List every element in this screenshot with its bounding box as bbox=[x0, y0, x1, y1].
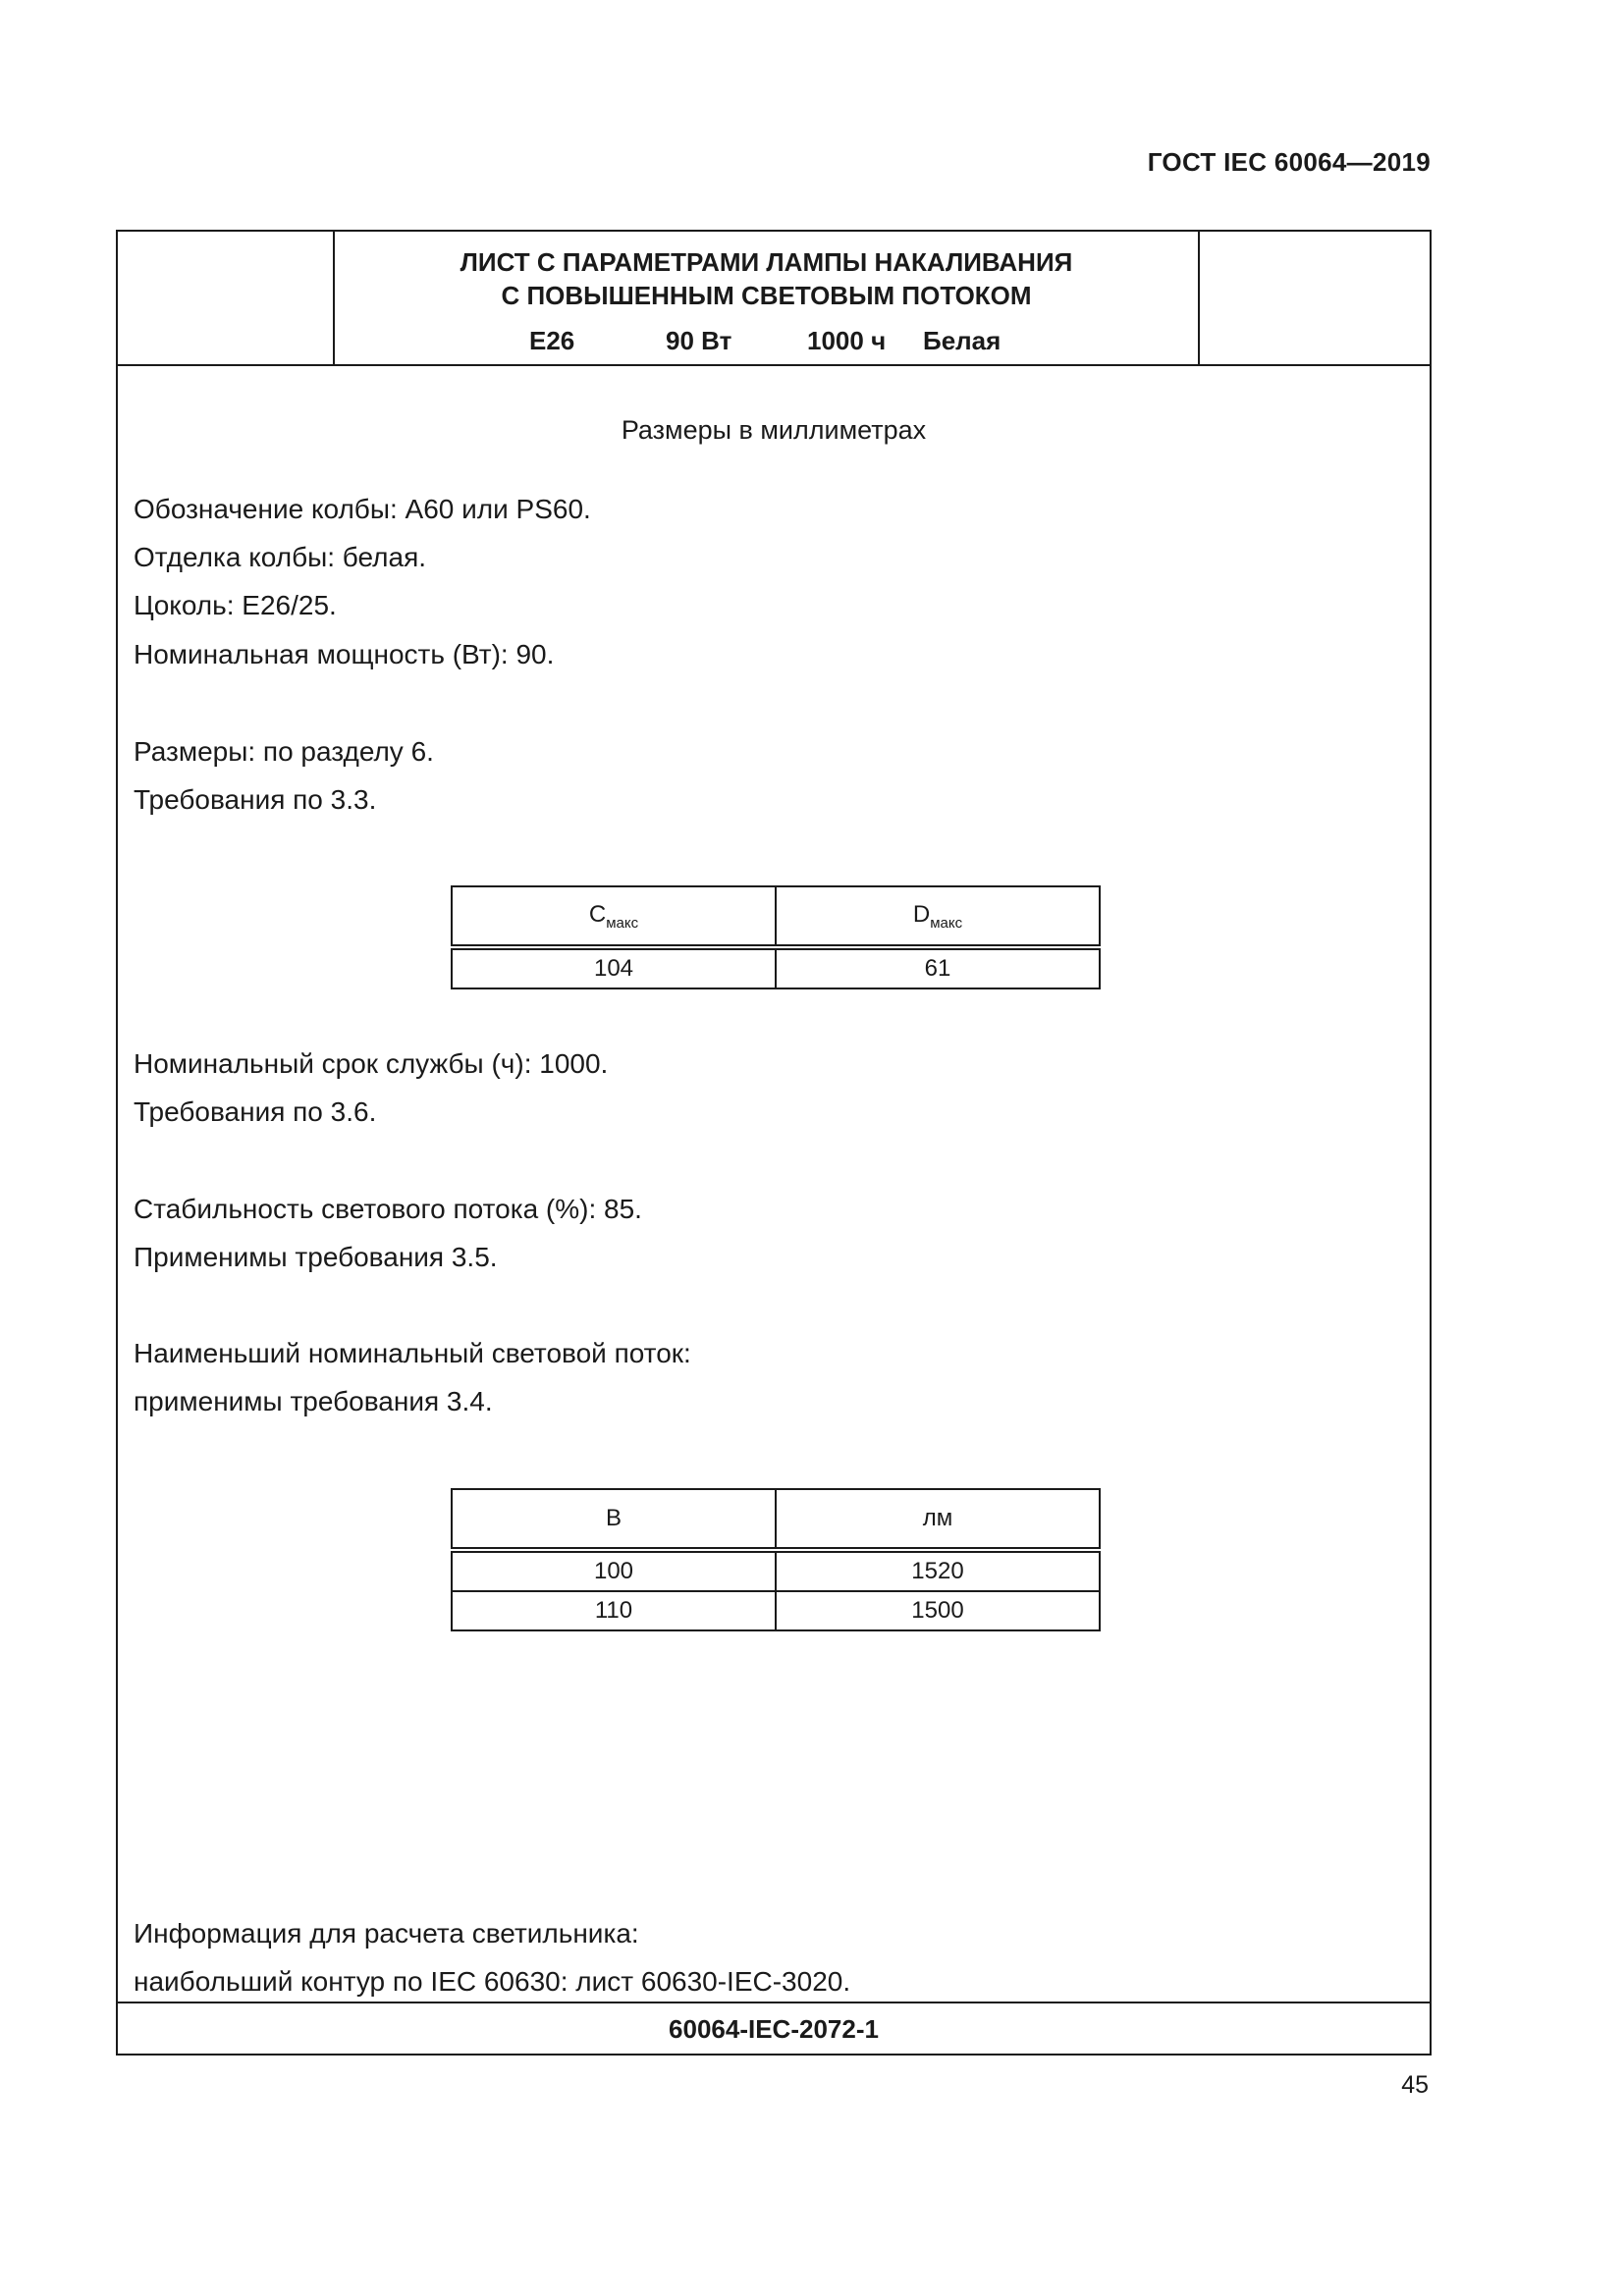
sheet-title bbox=[335, 245, 1198, 312]
bulb-finish: Отделка колбы: белая. bbox=[134, 542, 427, 572]
requirements-3-5: Применимы требования 3.5. bbox=[134, 1242, 498, 1272]
data-sheet-frame bbox=[116, 230, 1432, 2056]
table-header-cell: $C_{макс}$ bbox=[452, 886, 776, 947]
table-cell: 1500 bbox=[776, 1591, 1100, 1630]
table-header-row bbox=[452, 1489, 1100, 1550]
bulb-designation: Обозначение колбы: A60 или PS60. bbox=[134, 494, 591, 524]
sheet-header bbox=[118, 232, 1430, 366]
sheet-body bbox=[118, 366, 1430, 2002]
requirements-3-4: применимы требования 3.4. bbox=[134, 1386, 493, 1416]
table-row bbox=[452, 1550, 1100, 1591]
table-header-cell: $D_{макс}$ bbox=[776, 886, 1100, 947]
table-row bbox=[452, 1591, 1100, 1630]
table-cell: 61 bbox=[776, 947, 1100, 988]
requirements-3-6: Требования по 3.6. bbox=[134, 1096, 377, 1127]
dimensions-table bbox=[451, 885, 1101, 989]
standard-code: ГОСТ IEC 60064—2019 bbox=[1147, 147, 1431, 177]
cap-type: Цоколь: E26/25. bbox=[134, 590, 337, 620]
table-row bbox=[452, 947, 1100, 988]
sheet-code-footer: 60064-IEC-2072-1 bbox=[118, 2002, 1430, 2056]
table-cell: 1520 bbox=[776, 1550, 1100, 1591]
table-header-row bbox=[452, 886, 1100, 947]
dimensions-note: Размеры: по разделу 6. bbox=[134, 736, 434, 767]
luminous-flux-table bbox=[451, 1488, 1101, 1631]
units-note: Размеры в миллиметрах bbox=[621, 415, 927, 445]
rated-power: Номинальная мощность (Вт): 90. bbox=[134, 639, 555, 669]
table-header-cell: лм bbox=[776, 1489, 1100, 1550]
table-cell: 110 bbox=[452, 1591, 776, 1630]
param-cap: E26 bbox=[529, 326, 575, 355]
requirements-3-3: Требования по 3.3. bbox=[134, 784, 377, 815]
page-number: 45 bbox=[1401, 2071, 1429, 2099]
sheet-header-title-cell bbox=[333, 232, 1200, 364]
sheet-title-line-1: ЛИСТ С ПАРАМЕТРАМИ ЛАМПЫ НАКАЛИВАНИЯ bbox=[460, 247, 1073, 277]
param-life: 1000 ч bbox=[807, 326, 887, 355]
min-luminous-flux: Наименьший номинальный световой поток: bbox=[134, 1338, 691, 1368]
rated-life: Номинальный срок службы (ч): 1000. bbox=[134, 1048, 609, 1079]
luminaire-info: Информация для расчета светильника: bbox=[134, 1918, 639, 1949]
param-power: 90 Вт bbox=[666, 326, 732, 355]
lumen-maintenance: Стабильность светового потока (%): 85. bbox=[134, 1194, 642, 1224]
param-finish: Белая bbox=[923, 326, 1001, 355]
outline-reference: наибольший контур по IEC 60630: лист 60630-IEC-3020. bbox=[134, 1966, 851, 1997]
table-cell: 104 bbox=[452, 947, 776, 988]
table-cell: 100 bbox=[452, 1550, 776, 1591]
sheet-title-line-2: С ПОВЫШЕННЫМ СВЕТОВЫМ ПОТОКОМ bbox=[501, 281, 1032, 310]
table-header-cell: В bbox=[452, 1489, 776, 1550]
